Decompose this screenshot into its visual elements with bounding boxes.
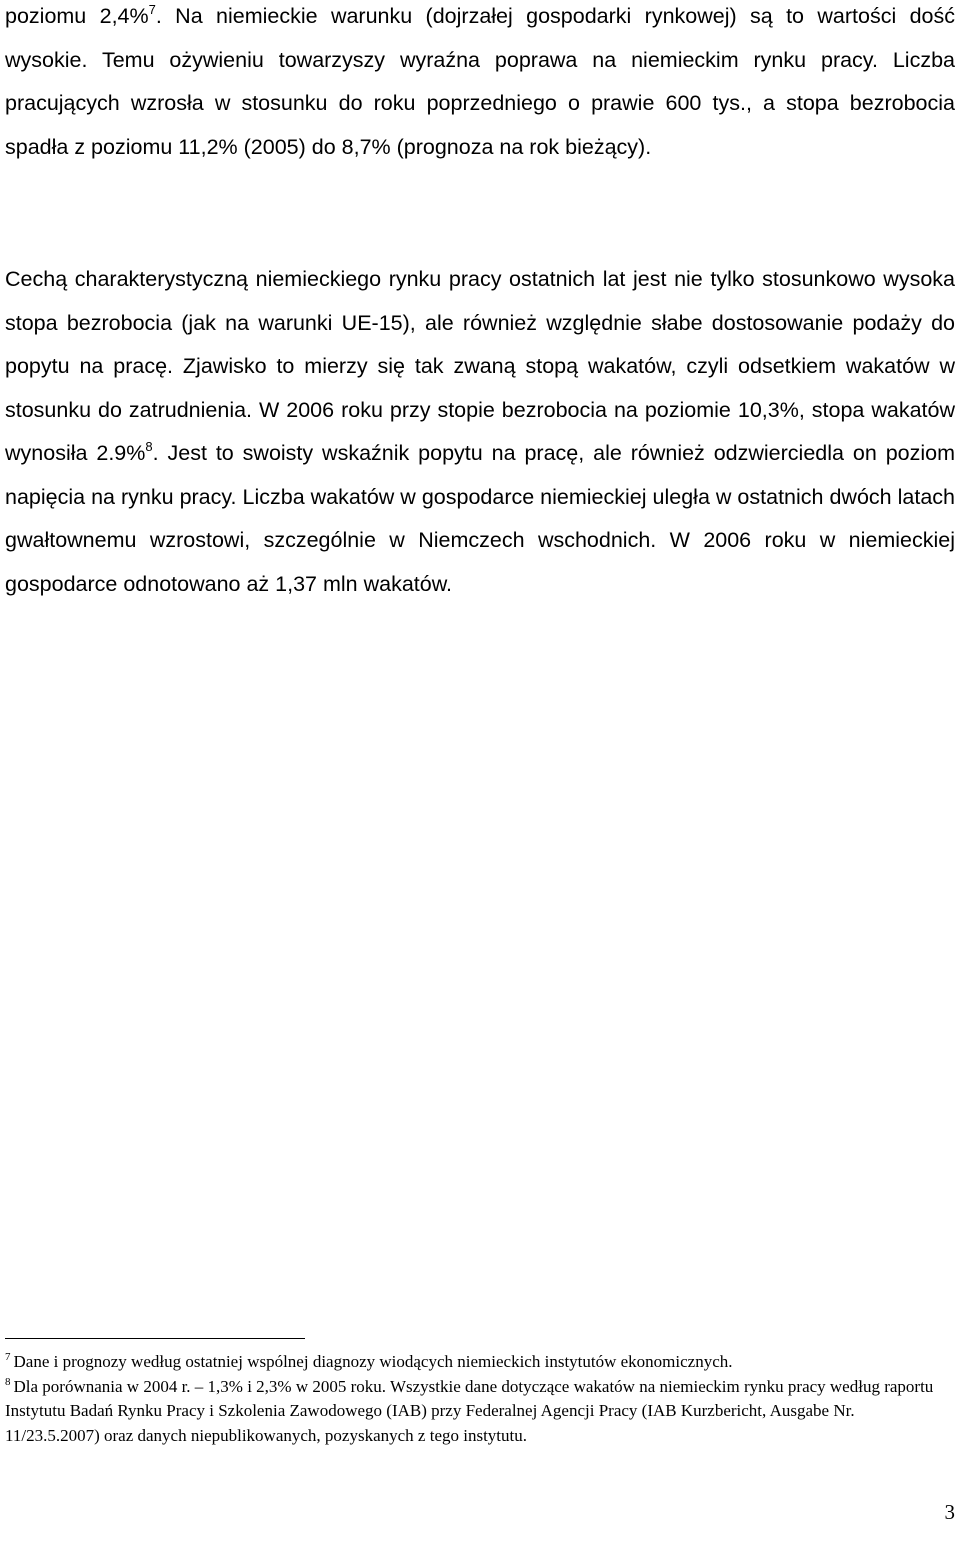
paragraph-text: poziomu 2,4% xyxy=(5,4,149,28)
footnote-7 xyxy=(5,1350,935,1375)
footnote-ref-8[interactable]: 8 xyxy=(145,439,153,454)
body-paragraph-2 xyxy=(5,258,955,606)
document-page xyxy=(5,0,955,1545)
footnote-text: Dane i prognozy według ostatniej wspólnej diagnozy wiodących niemieckich instytutów ekonomicznych. xyxy=(13,1352,733,1371)
paragraph-text: Cechą charakterystyczną niemieckiego rynku pracy ostatnich lat jest nie tylko stosunkowo wysoka stopa bezrobocia (jak na warunki UE-15), ale również względnie słabe dostosowanie podaży do popytu na pracę. Zjawisko to mierzy się tak zwaną stopą wakatów, czyli odsetkiem wakatów w stosunku do zatrudnienia. W 2006 roku przy stopie bezrobocia na poziomie 10,3%, stopa wakatów wynosiła 2.9% xyxy=(5,267,955,465)
paragraph-text: . Na niemieckie warunku (dojrzałej gospodarki rynkowej) są to wartości dość wysokie. Temu ożywieniu towarzyszy wyraźna poprawa na niemieckim rynku pracy. Liczba pracujących wzrosła w stosunku do roku poprzedniego o prawie 600 tys., a stopa bezrobocia spadła z poziomu 11,2% (2005) do 8,7% (prognoza na rok bieżący). xyxy=(5,4,955,159)
page-number: 3 xyxy=(944,1500,955,1524)
footnote-separator xyxy=(5,1338,305,1339)
footnote-8 xyxy=(5,1375,935,1449)
footnote-text: Dla porównania w 2004 r. – 1,3% i 2,3% w 2005 roku. Wszystkie dane dotyczące wakatów na niemieckim rynku pracy według raportu Instytutu Badań Rynku Pracy i Szkolenia Zawodowego (IAB) przy Federalnej Agencji Pracy (IAB Kurzbericht, Ausgabe Nr. 11/23.5.2007) oraz danych niepublikowanych, pozyskanych z tego instytutu. xyxy=(5,1376,934,1445)
footnote-number: 8 xyxy=(5,1375,11,1388)
body-paragraph-1 xyxy=(5,0,955,169)
paragraph-text: . Jest to swoisty wskaźnik popytu na pracę, ale również odzwierciedla on poziom napięcia na rynku pracy. Liczba wakatów w gospodarce niemieckiej uległa w ostatnich dwóch latach gwałtownemu wzrostowi, szczególnie w Niemczech wschodnich. W 2006 roku w niemieckiej gospodarce odnotowano aż 1,37 mln wakatów. xyxy=(5,441,955,596)
footnote-ref-7[interactable]: 7 xyxy=(148,2,156,17)
footnotes-section xyxy=(5,1350,935,1448)
footnote-number: 7 xyxy=(5,1351,11,1363)
